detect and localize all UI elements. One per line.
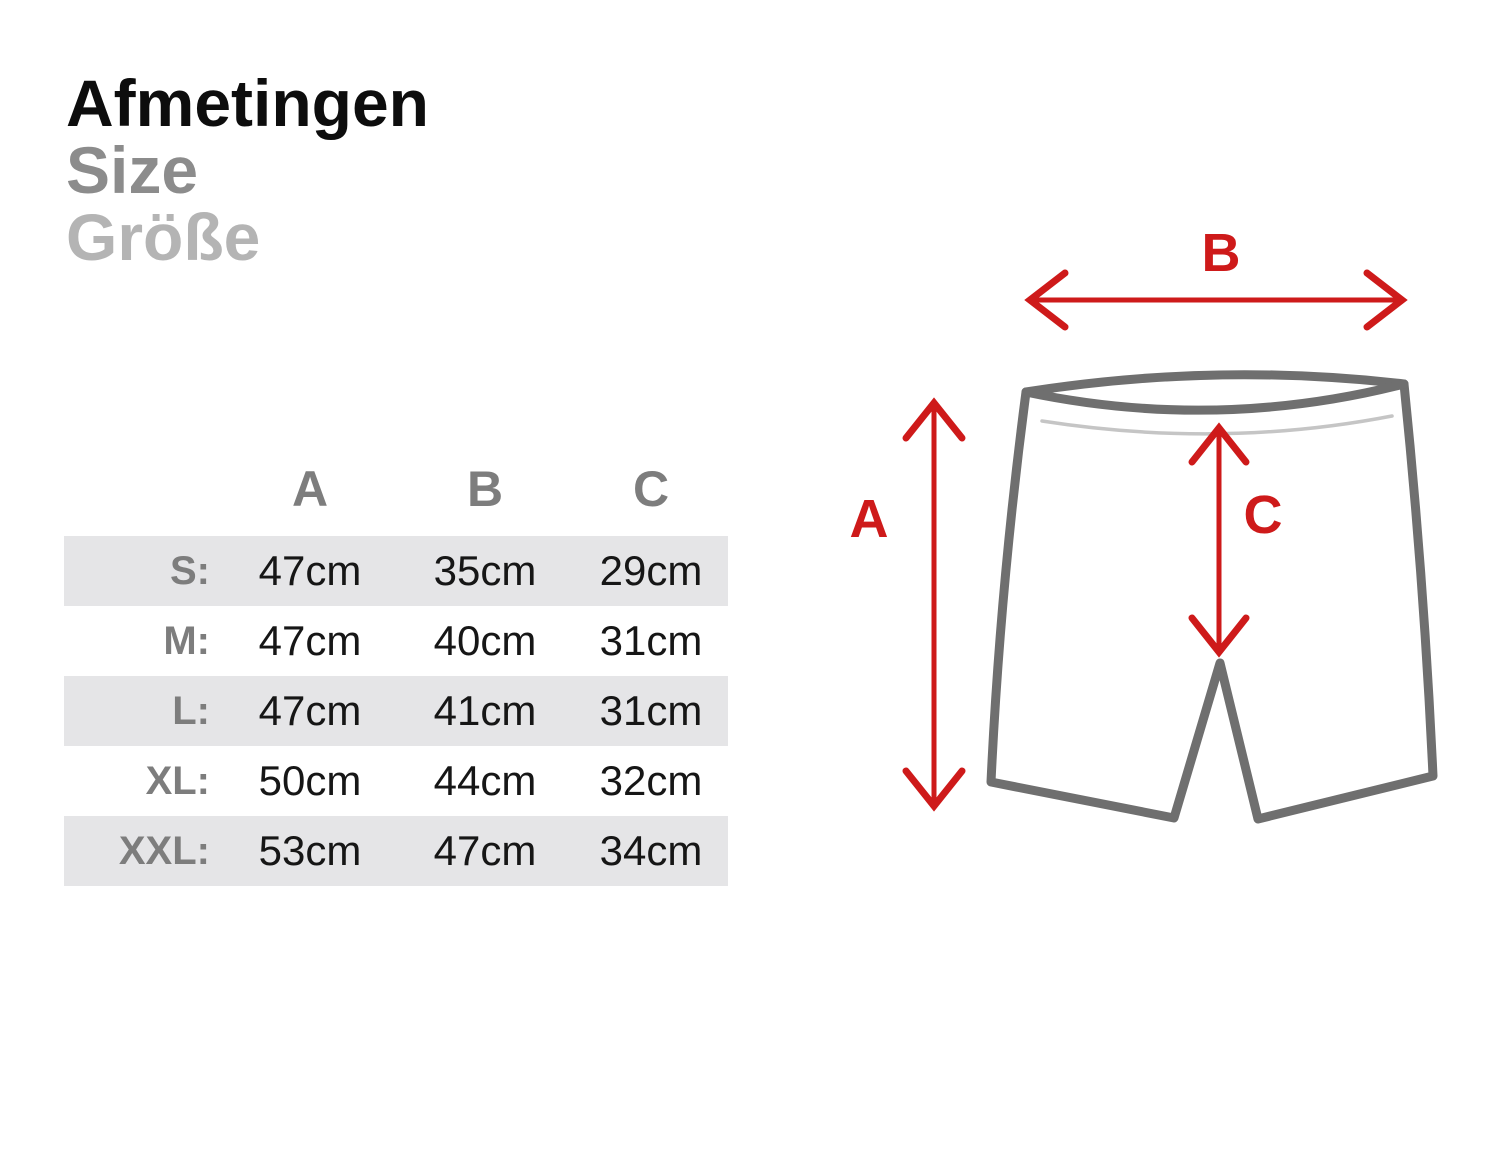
measure-arrow-c-icon [1192, 428, 1246, 652]
value-l-b: 41cm [433, 687, 537, 734]
value-s-b: 35cm [433, 547, 537, 594]
value-xxl-b: 47cm [433, 827, 537, 874]
column-header-a: A [291, 461, 329, 517]
value-m-a: 47cm [258, 617, 362, 664]
measure-arrow-a-icon [906, 403, 962, 806]
title-dutch: Afmetingen [66, 66, 429, 140]
title-block [66, 66, 429, 274]
table-row-xxl [64, 816, 728, 886]
dimension-label-a: A [849, 489, 889, 549]
value-xl-a: 50cm [258, 757, 362, 804]
column-header-c: C [632, 461, 670, 517]
title-english: Size [66, 133, 199, 207]
value-m-b: 40cm [433, 617, 537, 664]
shorts-body-path [991, 384, 1433, 819]
size-label-s: S: [170, 548, 210, 593]
dimension-label-b: B [1201, 223, 1241, 283]
value-xxl-a: 53cm [258, 827, 362, 874]
value-s-a: 47cm [258, 547, 362, 594]
table-row-xl [64, 746, 728, 816]
size-label-m: M: [163, 618, 210, 663]
table-row-s [64, 536, 728, 606]
waistband-upper-path [1026, 375, 1404, 392]
size-label-xxl: XXL: [118, 828, 210, 873]
shorts-measurement-diagram [820, 220, 1480, 880]
size-label-xl: XL: [145, 758, 210, 803]
value-l-c: 31cm [599, 687, 703, 734]
table-row-l [64, 676, 728, 746]
value-xxl-c: 34cm [599, 827, 703, 874]
value-xl-b: 44cm [433, 757, 537, 804]
value-l-a: 47cm [258, 687, 362, 734]
size-label-l: L: [172, 688, 210, 733]
size-table [64, 536, 728, 886]
dimension-label-c: C [1243, 485, 1283, 545]
column-header-b: B [466, 461, 504, 517]
value-xl-c: 32cm [599, 757, 703, 804]
title-german: Größe [66, 200, 261, 274]
size-table-header [64, 460, 728, 516]
table-row-m [64, 606, 728, 676]
value-s-c: 29cm [599, 547, 703, 594]
value-m-c: 31cm [599, 617, 703, 664]
